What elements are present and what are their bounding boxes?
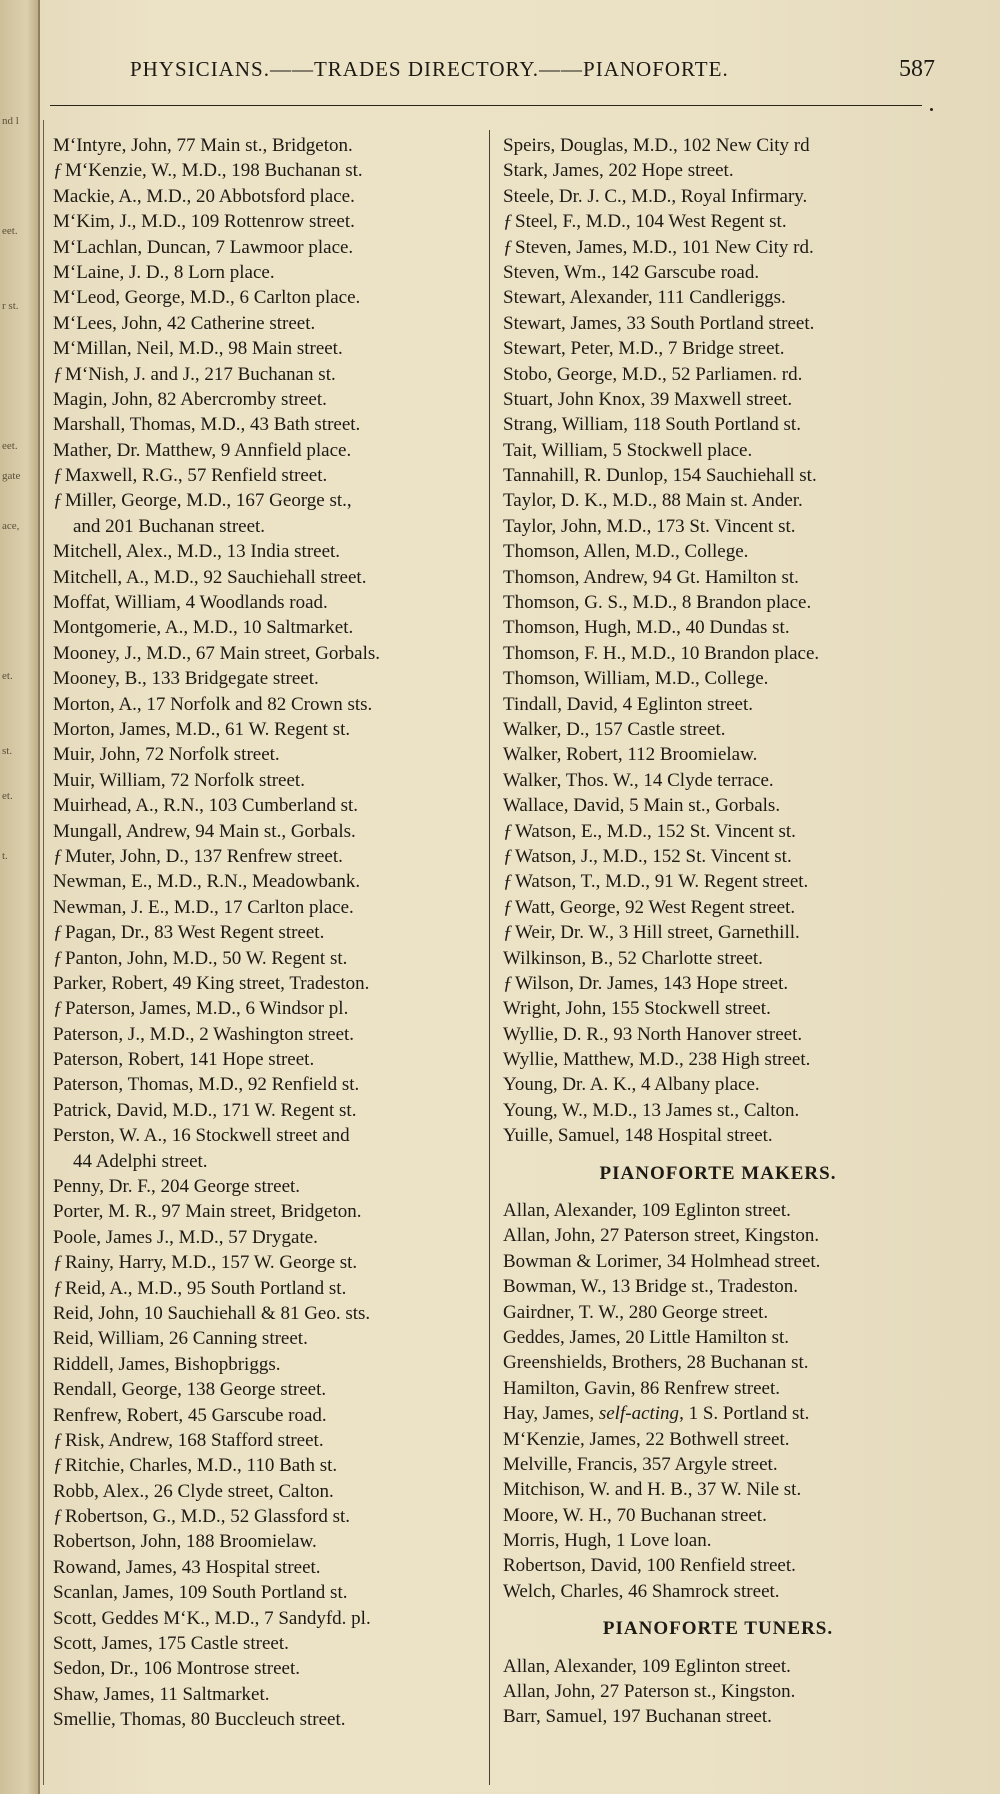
directory-entry — [503, 666, 933, 691]
entry-text: Gairdner, T. W., 280 George street. — [503, 1301, 769, 1323]
directory-entry — [53, 742, 483, 767]
directory-entry — [503, 1679, 933, 1704]
directory-entry — [53, 1403, 483, 1428]
entry-text: Shaw, James, 11 Saltmarket. — [53, 1683, 270, 1705]
directory-entry — [503, 590, 933, 615]
entry-text: Sedon, Dr., 106 Montrose street. — [53, 1658, 300, 1680]
entry-text: Mackie, A., M.D., 20 Abbotsford place. — [53, 185, 355, 207]
entry-text: Welch, Charles, 46 Shamrock street. — [503, 1580, 780, 1602]
firm-mark: ƒ — [53, 922, 63, 944]
entry-text: Ritchie, Charles, M.D., 110 Bath st. — [65, 1455, 338, 1477]
directory-entry — [53, 1199, 483, 1224]
directory-entry — [53, 1123, 483, 1148]
entry-text: Stuart, John Knox, 39 Maxwell street. — [503, 388, 793, 410]
entry-text: Reid, John, 10 Sauchiehall & 81 Geo. sts. — [53, 1302, 371, 1324]
entry-text: Panton, John, M.D., 50 W. Regent st. — [65, 947, 348, 969]
entry-text: Moore, W. H., 70 Buchanan street. — [503, 1504, 767, 1526]
directory-entry — [53, 565, 483, 590]
directory-entry — [53, 717, 483, 742]
directory-entry — [503, 311, 933, 336]
directory-entry — [53, 539, 483, 564]
entry-text: Renfrew, Robert, 45 Garscube road. — [53, 1404, 327, 1426]
entry-text: M‘Kenzie, W., M.D., 198 Buchanan st. — [65, 160, 363, 182]
gutter-fragment: eet. — [2, 225, 18, 237]
directory-entry — [503, 362, 933, 387]
directory-entry — [53, 1326, 483, 1351]
entry-text: Wyllie, Matthew, M.D., 238 High street. — [503, 1049, 811, 1071]
entry-text: and 201 Buchanan street. — [73, 515, 266, 537]
rule-dot — [930, 108, 933, 111]
entry-text: Thomson, Allen, M.D., College. — [503, 541, 749, 563]
entry-text: Scott, James, 175 Castle street. — [53, 1633, 289, 1655]
directory-entry — [503, 768, 933, 793]
gutter-fragment: r st. — [2, 300, 19, 312]
entry-text: Robb, Alex., 26 Clyde street, Calton. — [53, 1480, 334, 1502]
left-column — [53, 133, 483, 1733]
entry-text: Watson, T., M.D., 91 W. Regent street. — [515, 871, 809, 893]
entry-text: Parker, Robert, 49 King street, Tradeston. — [53, 972, 370, 994]
directory-entry — [53, 336, 483, 361]
directory-entry — [503, 1098, 933, 1123]
entry-text: Paterson, Robert, 141 Hope street. — [53, 1049, 315, 1071]
directory-entry — [53, 235, 483, 260]
firm-mark: ƒ — [53, 1506, 63, 1528]
entry-text: Wilson, Dr. James, 143 Hope street. — [515, 972, 789, 994]
directory-entry — [503, 971, 933, 996]
directory-entry — [53, 1225, 483, 1250]
directory-entry — [503, 260, 933, 285]
gutter-fragment: et. — [2, 670, 13, 682]
entry-text: Newman, E., M.D., R.N., Meadowbank. — [53, 871, 361, 893]
entry-text: Perston, W. A., 16 Stockwell street and — [53, 1125, 350, 1147]
entry-text: Bowman & Lorimer, 34 Holmhead street. — [503, 1250, 821, 1272]
entry-text: Thomson, Andrew, 94 Gt. Hamilton st. — [503, 566, 799, 588]
directory-entry — [503, 793, 933, 818]
entry-text: Watson, E., M.D., 152 St. Vincent st. — [515, 820, 796, 842]
entry-text: M‘Kenzie, James, 22 Bothwell street. — [503, 1428, 790, 1450]
directory-entry — [53, 260, 483, 285]
gutter-fragment: gate — [2, 470, 21, 482]
entry-text: Newman, J. E., M.D., 17 Carlton place. — [53, 896, 354, 918]
directory-entry — [53, 1047, 483, 1072]
directory-entry — [53, 920, 483, 945]
directory-entry — [503, 869, 933, 894]
directory-entry — [53, 1428, 483, 1453]
directory-entry — [503, 742, 933, 767]
directory-entry — [53, 666, 483, 691]
entry-text: Robertson, G., M.D., 52 Glassford st. — [65, 1506, 350, 1528]
entry-text: Rainy, Harry, M.D., 157 W. George st. — [65, 1252, 358, 1274]
entry-text: Morris, Hugh, 1 Love loan. — [503, 1530, 712, 1552]
entry-text: Riddell, James, Bishopbriggs. — [53, 1353, 281, 1375]
directory-entry — [503, 1249, 933, 1274]
entry-text: M‘Kim, J., M.D., 109 Rottenrow street. — [53, 211, 355, 233]
directory-entry — [503, 438, 933, 463]
directory-entry — [53, 133, 483, 158]
entry-text: Bowman, W., 13 Bridge st., Tradeston. — [503, 1276, 799, 1298]
directory-entry — [503, 1376, 933, 1401]
entry-text: Smellie, Thomas, 80 Buccleuch street. — [53, 1709, 346, 1731]
entry-text: Stewart, James, 33 South Portland street. — [503, 312, 815, 334]
firm-mark: ƒ — [503, 236, 513, 258]
directory-entry — [53, 1301, 483, 1326]
entry-text: Steven, Wm., 142 Garscube road. — [503, 261, 760, 283]
firm-mark: ƒ — [53, 363, 63, 385]
firm-mark: ƒ — [503, 922, 513, 944]
directory-entry — [53, 1606, 483, 1631]
entry-text: Pagan, Dr., 83 West Regent street. — [65, 922, 325, 944]
directory-entry — [53, 590, 483, 615]
directory-entry — [503, 1579, 933, 1604]
directory-entry — [503, 1704, 933, 1729]
directory-entry — [53, 514, 483, 539]
directory-entry — [503, 844, 933, 869]
directory-entry — [53, 895, 483, 920]
directory-entry — [53, 1174, 483, 1199]
gutter-fragment: ace, — [2, 520, 20, 532]
directory-entry — [53, 641, 483, 666]
entry-text: Miller, George, M.D., 167 George st., — [65, 490, 352, 512]
directory-entry — [53, 1453, 483, 1478]
entry-text: Rowand, James, 43 Hospital street. — [53, 1556, 321, 1578]
directory-entry — [53, 1149, 483, 1174]
entry-text: Mitchison, W. and H. B., 37 W. Nile st. — [503, 1479, 802, 1501]
header-rule — [50, 105, 922, 106]
entry-text: Patrick, David, M.D., 171 W. Regent st. — [53, 1099, 357, 1121]
entry-text: Mitchell, A., M.D., 92 Sauchiehall street. — [53, 566, 367, 588]
entry-text: Muirhead, A., R.N., 103 Cumberland st. — [53, 795, 359, 817]
entry-text: Muir, John, 72 Norfolk street. — [53, 744, 280, 766]
entry-text: Allan, Alexander, 109 Eglinton street. — [503, 1655, 791, 1677]
gutter-fragment: t. — [2, 850, 8, 862]
directory-entry — [53, 1580, 483, 1605]
entry-text: Risk, Andrew, 168 Stafford street. — [65, 1429, 324, 1451]
directory-entry — [53, 971, 483, 996]
entry-text: Thomson, Hugh, M.D., 40 Dundas st. — [503, 617, 790, 639]
entry-text: Speirs, Douglas, M.D., 102 New City rd — [503, 135, 810, 156]
directory-entry — [503, 1503, 933, 1528]
directory-entry — [503, 463, 933, 488]
directory-entry — [503, 819, 933, 844]
entry-text: M‘Lachlan, Duncan, 7 Lawmoor place. — [53, 236, 354, 258]
entry-text: Watson, J., M.D., 152 St. Vincent st. — [515, 845, 792, 867]
directory-entry — [53, 1479, 483, 1504]
entry-text: Allan, Alexander, 109 Eglinton street. — [503, 1200, 791, 1222]
entry-text: Geddes, James, 20 Little Hamilton st. — [503, 1326, 790, 1348]
directory-entry — [503, 133, 933, 158]
directory-entry — [503, 1427, 933, 1452]
directory-entry — [503, 1553, 933, 1578]
entry-text: Steven, James, M.D., 101 New City rd. — [515, 236, 814, 258]
entry-text: Mooney, J., M.D., 67 Main street, Gorbals. — [53, 642, 381, 664]
entry-text: Tannahill, R. Dunlop, 154 Sauchiehall st. — [503, 465, 817, 487]
firm-mark: ƒ — [503, 896, 513, 918]
entry-text: Scanlan, James, 109 South Portland st. — [53, 1582, 348, 1604]
entry-text: Steel, F., M.D., 104 West Regent st. — [515, 211, 787, 233]
directory-entry — [503, 615, 933, 640]
entry-text: Stark, James, 202 Hope street. — [503, 160, 734, 182]
entry-text: M‘Nish, J. and J., 217 Buchanan st. — [65, 363, 336, 385]
directory-entry — [503, 1654, 933, 1679]
firm-mark: ƒ — [503, 972, 513, 994]
directory-entry — [53, 844, 483, 869]
gutter-fragment: st. — [2, 745, 13, 757]
directory-entry — [503, 565, 933, 590]
directory-entry — [503, 1452, 933, 1477]
entry-text: Wright, John, 155 Stockwell street. — [503, 998, 771, 1020]
directory-entry — [53, 1352, 483, 1377]
firm-mark: ƒ — [53, 490, 63, 512]
directory-entry — [503, 539, 933, 564]
firm-mark: ƒ — [53, 998, 63, 1020]
directory-entry — [53, 209, 483, 234]
entry-text: Allan, John, 27 Paterson street, Kingston. — [503, 1225, 820, 1247]
entry-text: Marshall, Thomas, M.D., 43 Bath street. — [53, 414, 361, 436]
entry-text: Rendall, George, 138 George street. — [53, 1379, 327, 1401]
entry-text: Taylor, D. K., M.D., 88 Main st. Ander. — [503, 490, 803, 512]
section-heading-makers: PIANOFORTE MAKERS. — [599, 1162, 837, 1184]
directory-entry — [53, 412, 483, 437]
entry-text: Hamilton, Gavin, 86 Renfrew street. — [503, 1377, 781, 1399]
directory-entry — [53, 387, 483, 412]
entry-text: Morton, James, M.D., 61 W. Regent st. — [53, 718, 351, 740]
entry-text: Stewart, Alexander, 111 Candleriggs. — [503, 287, 786, 309]
gutter-fragment: et. — [2, 790, 13, 802]
entry-text: Mitchell, Alex., M.D., 13 India street. — [53, 541, 341, 563]
gutter-fragment: nd l — [2, 115, 19, 127]
directory-entry — [53, 1504, 483, 1529]
directory-entry — [503, 488, 933, 513]
entry-text: Porter, M. R., 97 Main street, Bridgeton. — [53, 1201, 362, 1223]
directory-entry — [53, 158, 483, 183]
entry-text: Young, W., M.D., 13 James st., Calton. — [503, 1099, 800, 1121]
directory-entry — [53, 1631, 483, 1656]
entry-text: Watt, George, 92 West Regent street. — [515, 896, 796, 918]
directory-entry — [53, 1377, 483, 1402]
entry-text: M‘Laine, J. D., 8 Lorn place. — [53, 261, 275, 283]
directory-entry — [503, 1477, 933, 1502]
entry-text: Montgomerie, A., M.D., 10 Saltmarket. — [53, 617, 354, 639]
entry-text: Robertson, John, 188 Broomielaw. — [53, 1531, 317, 1553]
entry-text: M‘Intyre, John, 77 Main st., Bridgeton. — [53, 135, 353, 156]
directory-entry — [53, 285, 483, 310]
directory-entry — [503, 1274, 933, 1299]
column-separator — [489, 130, 490, 1785]
entry-text: Paterson, Thomas, M.D., 92 Renfield st. — [53, 1074, 360, 1096]
entry-text: Strang, William, 118 South Portland st. — [503, 414, 801, 436]
entry-text: Penny, Dr. F., 204 George street. — [53, 1176, 301, 1198]
entry-text: Paterson, J., M.D., 2 Washington street. — [53, 1023, 355, 1045]
entry-text: Mungall, Andrew, 94 Main st., Gorbals. — [53, 820, 356, 842]
entry-text: Thomson, G. S., M.D., 8 Brandon place. — [503, 592, 812, 614]
entry-text: Wyllie, D. R., 93 North Hanover street. — [503, 1023, 803, 1045]
left-margin-rule — [43, 120, 44, 1785]
entry-text: Melville, Francis, 357 Argyle street. — [503, 1453, 778, 1475]
entry-text: Mooney, B., 133 Bridgegate street. — [53, 668, 319, 690]
entry-text: Young, Dr. A. K., 4 Albany place. — [503, 1074, 760, 1096]
entry-text: Greenshields, Brothers, 28 Buchanan st. — [503, 1352, 809, 1374]
entry-text: M‘Lees, John, 42 Catherine street. — [53, 312, 316, 334]
section-heading-tuners: PIANOFORTE TUNERS. — [602, 1618, 834, 1640]
firm-mark: ƒ — [503, 845, 513, 867]
entry-text: Magin, John, 82 Abercromby street. — [53, 388, 327, 410]
directory-entry — [503, 946, 933, 971]
entry-text: Reid, A., M.D., 95 South Portland st. — [65, 1277, 347, 1299]
entry-text: Thomson, F. H., M.D., 10 Brandon place. — [503, 642, 820, 664]
entry-text: 44 Adelphi street. — [73, 1150, 208, 1172]
entry-text: Morton, A., 17 Norfolk and 82 Crown sts. — [53, 693, 373, 715]
firm-mark: ƒ — [53, 465, 63, 487]
directory-entry — [53, 1098, 483, 1123]
directory-entry — [53, 311, 483, 336]
directory-entry — [53, 1707, 483, 1732]
directory-entry — [503, 412, 933, 437]
entry-italic: self-acting — [598, 1403, 680, 1425]
directory-entry — [503, 1223, 933, 1248]
entry-text: Reid, William, 26 Canning street. — [53, 1328, 308, 1350]
gutter-fragment: eet. — [2, 440, 18, 452]
directory-entry — [503, 1350, 933, 1375]
directory-entry — [503, 336, 933, 361]
directory-entry — [503, 717, 933, 742]
entry-text: M‘Leod, George, M.D., 6 Carlton place. — [53, 287, 361, 309]
entry-text-after: , 1 S. Portland st. — [679, 1403, 810, 1425]
entry-text: Poole, James J., M.D., 57 Drygate. — [53, 1226, 318, 1248]
directory-entry — [53, 463, 483, 488]
directory-entry — [53, 362, 483, 387]
directory-entry — [503, 996, 933, 1021]
entry-text: Maxwell, R.G., 57 Renfield street. — [65, 465, 328, 487]
directory-entry — [53, 615, 483, 640]
directory-entry — [53, 1276, 483, 1301]
entry-text: Scott, Geddes M‘K., M.D., 7 Sandyfd. pl. — [53, 1607, 371, 1629]
directory-entry — [503, 1072, 933, 1097]
entry-text: M‘Millan, Neil, M.D., 98 Main street. — [53, 338, 343, 360]
directory-entry — [503, 1123, 933, 1148]
directory-entry — [53, 1529, 483, 1554]
firm-mark: ƒ — [53, 845, 63, 867]
right-column — [503, 133, 933, 1730]
entry-text: Robertson, David, 100 Renfield street. — [503, 1555, 796, 1577]
directory-entry — [53, 793, 483, 818]
firm-mark: ƒ — [53, 1252, 63, 1274]
directory-entry — [503, 1022, 933, 1047]
directory-entry — [503, 209, 933, 234]
firm-mark: ƒ — [53, 947, 63, 969]
directory-entry — [503, 1300, 933, 1325]
directory-entry — [53, 946, 483, 971]
directory-entry — [503, 1198, 933, 1223]
directory-entry — [53, 819, 483, 844]
directory-entry — [53, 488, 483, 513]
entry-text: Hay, James, — [503, 1403, 599, 1425]
entry-text: Allan, John, 27 Paterson st., Kingston. — [503, 1681, 796, 1703]
entry-text: Stewart, Peter, M.D., 7 Bridge street. — [503, 338, 785, 360]
directory-entry — [503, 158, 933, 183]
header-title: PHYSICIANS.——TRADES DIRECTORY.——PIANOFORTE. — [130, 56, 729, 81]
directory-entry — [503, 1401, 933, 1426]
firm-mark: ƒ — [53, 1277, 63, 1299]
directory-entry — [503, 285, 933, 310]
directory-entry — [53, 1250, 483, 1275]
entry-text: Walker, Robert, 112 Broomielaw. — [503, 744, 758, 766]
directory-entry — [53, 438, 483, 463]
entry-text: Moffat, William, 4 Woodlands road. — [53, 592, 328, 614]
entry-text: Steele, Dr. J. C., M.D., Royal Infirmary. — [503, 185, 808, 207]
entry-text: Weir, Dr. W., 3 Hill street, Garnethill. — [515, 922, 800, 944]
entry-text: Walker, Thos. W., 14 Clyde terrace. — [503, 769, 774, 791]
directory-entry — [53, 1682, 483, 1707]
directory-entry — [503, 387, 933, 412]
directory-entry — [503, 895, 933, 920]
entry-text: Wilkinson, B., 52 Charlotte street. — [503, 947, 763, 969]
entry-text: Muir, William, 72 Norfolk street. — [53, 769, 305, 791]
entry-text: Muter, John, D., 137 Renfrew street. — [65, 845, 343, 867]
entry-text: Tindall, David, 4 Eglinton street. — [503, 693, 753, 715]
directory-entry — [53, 869, 483, 894]
entry-text: Barr, Samuel, 197 Buchanan street. — [503, 1706, 772, 1728]
directory-entry — [503, 235, 933, 260]
entry-text: Paterson, James, M.D., 6 Windsor pl. — [65, 998, 349, 1020]
directory-entry — [53, 1555, 483, 1580]
directory-entry — [53, 1072, 483, 1097]
directory-entry — [53, 996, 483, 1021]
directory-entry — [503, 514, 933, 539]
running-header — [130, 52, 935, 86]
directory-entry — [503, 1528, 933, 1553]
entry-text: Stobo, George, M.D., 52 Parliamen. rd. — [503, 363, 803, 385]
firm-mark: ƒ — [503, 211, 513, 233]
entry-text: Yuille, Samuel, 148 Hospital street. — [503, 1125, 773, 1147]
directory-entry — [53, 692, 483, 717]
directory-entry — [503, 1047, 933, 1072]
directory-entry — [503, 184, 933, 209]
entry-text: Tait, William, 5 Stockwell place. — [503, 439, 753, 461]
firm-mark: ƒ — [53, 1429, 63, 1451]
entry-text: Wallace, David, 5 Main st., Gorbals. — [503, 795, 781, 817]
directory-entry — [503, 1325, 933, 1350]
directory-entry — [53, 768, 483, 793]
entry-text: Walker, D., 157 Castle street. — [503, 718, 726, 740]
entry-text: Thomson, William, M.D., College. — [503, 668, 769, 690]
directory-entry — [503, 920, 933, 945]
firm-mark: ƒ — [53, 160, 63, 182]
firm-mark: ƒ — [503, 820, 513, 842]
directory-entry — [53, 1656, 483, 1681]
page-number: 587 — [899, 55, 935, 82]
binding-gutter — [0, 0, 40, 1794]
directory-entry — [53, 1022, 483, 1047]
entry-text: Taylor, John, M.D., 173 St. Vincent st. — [503, 515, 796, 537]
directory-entry — [503, 692, 933, 717]
firm-mark: ƒ — [503, 871, 513, 893]
firm-mark: ƒ — [53, 1455, 63, 1477]
directory-entry — [503, 641, 933, 666]
directory-entry — [53, 184, 483, 209]
entry-text: Mather, Dr. Matthew, 9 Annfield place. — [53, 439, 352, 461]
